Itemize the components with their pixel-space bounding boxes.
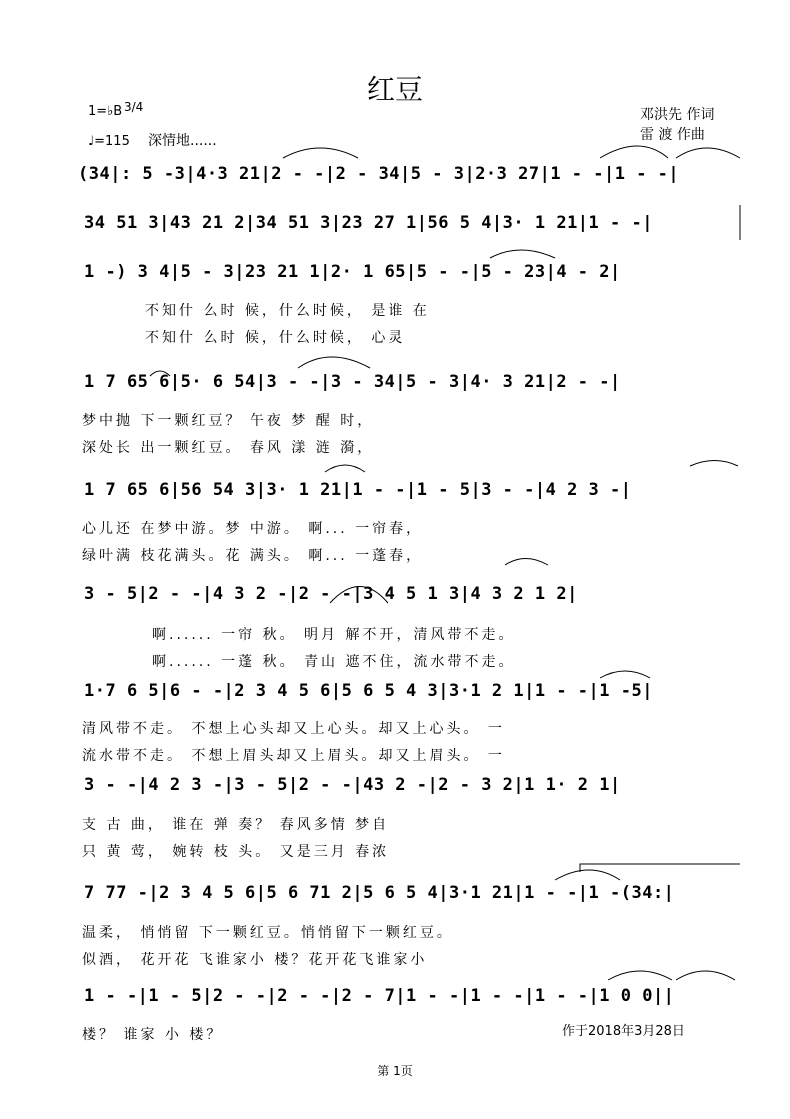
tie-arc xyxy=(608,971,672,980)
notation-row: 1 7 65 6|5· 6 54|3 - -|3 - 34|5 - 3|4· 3 21|2 - -| xyxy=(84,372,621,392)
tie-arc xyxy=(325,465,365,472)
tie-arc xyxy=(600,146,668,158)
tie-arc xyxy=(555,870,620,880)
page-number: 第 1页 xyxy=(377,1064,413,1078)
lyric-line: 温柔， 悄悄留 下一颗红豆。悄悄留下一颗红豆。 xyxy=(82,925,454,941)
tempo-mark: ♩=115 xyxy=(88,134,130,149)
notation-row: 34 51 3|43 21 2|34 51 3|23 27 1|56 5 4|3· 1 21|1 - -| xyxy=(84,213,653,233)
notation-row: 7 77 -|2 3 4 5 6|5 6 71 2|5 6 5 4|3·1 21|1 - -|1 -(34:| xyxy=(84,883,675,903)
notation-row: 1 -) 3 4|5 - 3|23 21 1|2· 1 65|5 - -|5 - 23|4 - 2| xyxy=(84,262,621,282)
tie-arc xyxy=(676,971,735,980)
tie-arc xyxy=(600,671,650,678)
lyric-line: 心儿还 在梦中游。梦 中游。 啊... 一帘春， xyxy=(82,521,424,537)
lyric-line: 只 黄 莺， 婉转 枝 头。 又是三月 春浓 xyxy=(82,844,390,860)
tie-arc xyxy=(690,461,738,467)
notation-row: (34|: 5 -3|4·3 21|2 - -|2 - 34|5 - 3|2·3 27|1 - -|1 - -| xyxy=(78,164,680,184)
notation-row: 3 - 5|2 - -|4 3 2 -|2 - -|3 4 5 1 3|4 3 2 1 2| xyxy=(84,584,578,604)
lyric-line: 支 古 曲， 谁在 弹 奏？ 春风多情 梦自 xyxy=(82,817,390,833)
tie-arc xyxy=(283,148,358,158)
composition-date: 作于2018年3月28日 xyxy=(562,1024,685,1039)
tie-arc xyxy=(298,357,370,368)
lyric-line: 流水带不走。 不想上眉头却又上眉头。却又上眉头。 一 xyxy=(82,748,505,764)
tie-arc xyxy=(505,559,548,566)
tie-arc xyxy=(330,587,388,604)
notation-row: 1 - -|1 - 5|2 - -|2 - -|2 - 7|1 - -|1 - -|1 - -|1 0 0|| xyxy=(84,986,675,1006)
notation-row: 3 - -|4 2 3 -|3 - 5|2 - -|43 2 -|2 - 3 2|1 1· 2 1| xyxy=(84,775,621,795)
tie-arc xyxy=(490,250,555,258)
lyric-line: 似酒， 花开花 飞谁家小 楼？花开花飞谁家小 xyxy=(82,952,428,968)
tie-arc xyxy=(150,371,170,376)
composer-credit: 雷 渡 作曲 xyxy=(640,127,705,143)
lyric-line: 深处长 出一颗红豆。 春风 漾 涟 漪， xyxy=(82,440,375,456)
lyric-line: 梦中抛 下一颗红豆？ 午夜 梦 醒 时， xyxy=(82,413,375,429)
lyric-line: 不知什 么时 候，什么时候， 心灵 xyxy=(145,330,406,346)
song-title: 红豆 xyxy=(366,73,423,106)
expression-mark: 深情地...... xyxy=(148,133,217,149)
lyric-line: 清风带不走。 不想上心头却又上心头。却又上心头。 一 xyxy=(82,721,505,737)
lyricist-credit: 邓洪先 作词 xyxy=(640,107,715,123)
notation-row: 1 7 65 6|56 54 3|3· 1 21|1 - -|1 - 5|3 - -|4 2 3 -| xyxy=(84,480,632,500)
lyric-line: 不知什 么时 候，什么时候， 是谁 在 xyxy=(145,303,430,319)
key-signature: 1=♭B xyxy=(88,104,123,119)
lyric-line: 啊...... 一帘 秋。 明月 解不开，清风带不走。 xyxy=(152,627,516,643)
tie-arc xyxy=(676,148,740,158)
volta-bracket xyxy=(580,864,740,872)
lyric-line: 绿叶满 枝花满头。花 满头。 啊... 一蓬春， xyxy=(82,548,424,564)
time-signature: 3/4 xyxy=(124,100,144,114)
notation-row: 1·7 6 5|6 - -|2 3 4 5 6|5 6 5 4 3|3·1 2 1|1 - -|1 -5| xyxy=(84,681,653,701)
lyric-line: 楼？ 谁家 小 楼？ xyxy=(82,1027,224,1043)
lyric-line: 啊...... 一蓬 秋。 青山 遮不住，流水带不走。 xyxy=(152,654,516,670)
